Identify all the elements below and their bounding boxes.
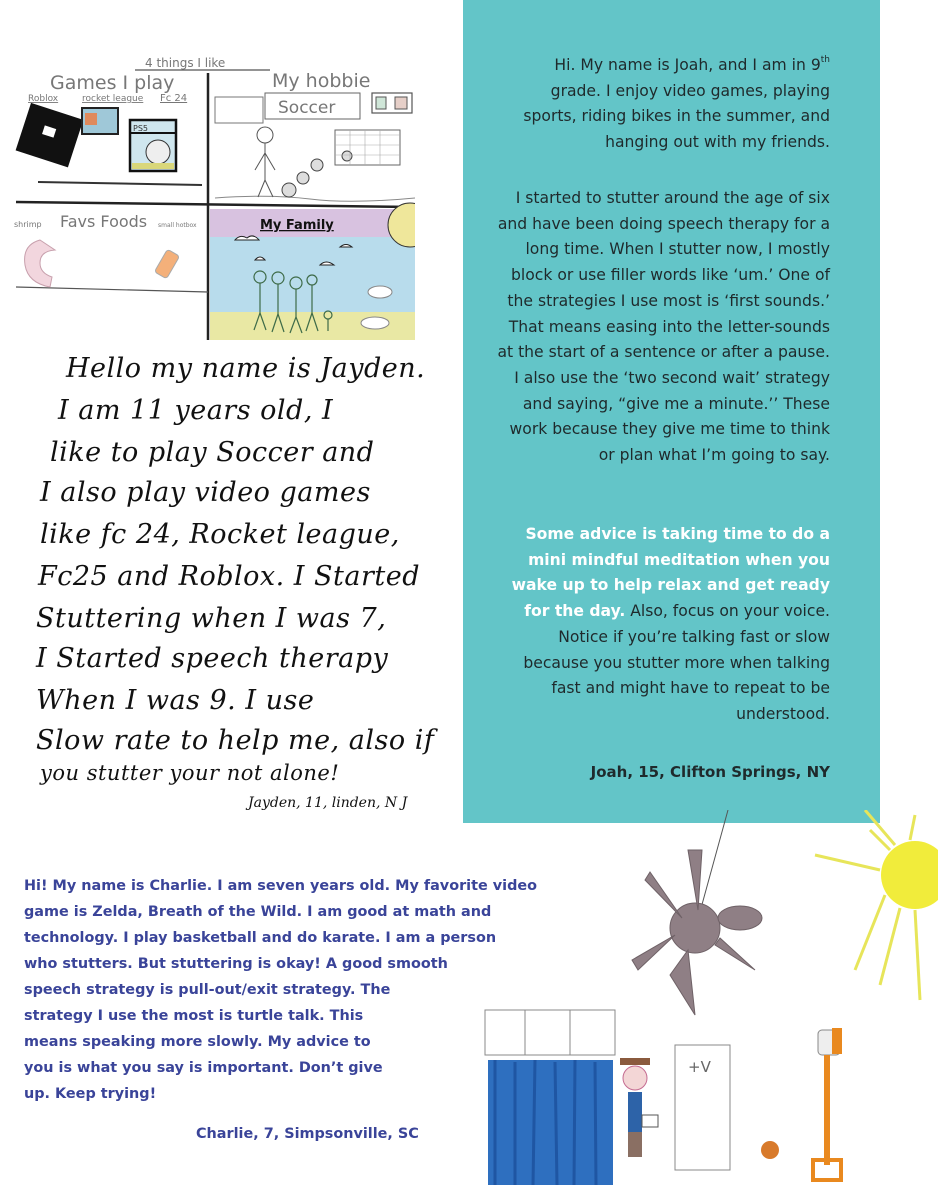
charlie-line: who stutters. But stuttering is okay! A good smooth [24, 956, 448, 972]
letter-line: like fc 24, Rocket league, [40, 519, 400, 550]
joah-paragraph-2: I started to stutter around the age of six and have been doing speech therapy for a long time. When I stutter now, I mostly block or use filler words like ‘um.’ One of the strategies I use most is ‘first sounds.’ That means easing into the letter-sounds at the start of a sentence or after a pause. I also use the ‘two second wait’ strategy and saying, “give me a minute.’’ These work because they give me time to think or plan what I’m going to say. [497, 189, 830, 465]
tv-drawing [675, 1045, 730, 1170]
letter-line: Stuttering when I was 7, [36, 603, 387, 634]
joah-intro-text: Hi. My name is Joah, and I am in 9 [554, 56, 821, 74]
fc24-label: Fc 24 [160, 93, 188, 104]
joah-panel [463, 0, 880, 823]
letter-line: When I was 9. I use [36, 685, 315, 716]
drawing-title: 4 things I like [145, 56, 226, 70]
cat-drawing [361, 317, 389, 329]
charlie-line: up. Keep trying! [24, 1086, 157, 1102]
spider-drawing [632, 850, 762, 1015]
charlie-line: strategy I use the most is turtle talk. This [24, 1008, 364, 1024]
charlie-line: speech strategy is pull-out/exit strategy. The [24, 982, 391, 998]
advice-rest: Also, focus on your voice. Notice if you’re talking fast or slow because you stutter more when talking fast and might have to repeat to be understood. [523, 602, 830, 723]
joah-intro [500, 53, 830, 156]
jayden-letter [18, 345, 435, 825]
hotbox-label: small hotbox [158, 222, 197, 229]
charlie-drawing [470, 810, 938, 1200]
letter-line: Fc25 and Roblox. I Started [38, 561, 421, 592]
letter-line: Slow rate to help me, also if [36, 725, 435, 756]
joah-signature: Joah, 15, Clifton Springs, NY [590, 763, 830, 781]
tv-label: +V [688, 1058, 711, 1076]
letter-line: I am 11 years old, I [58, 395, 334, 426]
ordinal-suffix: th [820, 55, 830, 65]
basketball-drawing [761, 1141, 779, 1159]
foods-heading: Favs Foods [60, 212, 148, 231]
letter-line: you stutter your not alone! [40, 761, 340, 785]
person-drawing [620, 1058, 658, 1157]
roblox-label: Roblox [28, 94, 59, 104]
charlie-line: Hi! My name is Charlie. I am seven years old. My favorite video [24, 878, 538, 894]
charlie-drawing-art [470, 810, 938, 1200]
games-heading: Games I play [50, 72, 175, 94]
dog-drawing [368, 286, 392, 298]
four-things-drawing [10, 55, 415, 340]
letter-line: Hello my name is Jayden. [66, 353, 426, 384]
shrimp-label: shrimp [14, 220, 42, 229]
hoop-drawing [813, 1028, 842, 1180]
hotbox-drawing [154, 249, 179, 279]
charlie-line: technology. I play basketball and do karate. I am a person [24, 930, 497, 946]
joah-intro-text-continued: grade. I enjoy video games, playing sports, riding bikes in the summer, and hanging out with my friends. [523, 81, 830, 152]
letter-line: I Started speech therapy [36, 643, 389, 674]
letter-line: I also play video games [40, 477, 371, 508]
sun-drawing-icon [815, 810, 938, 1000]
charlie-line: means speaking more slowly. My advice to [24, 1034, 371, 1050]
soccer-label: Soccer [278, 98, 336, 118]
rocket-league-label: rocket league [82, 94, 144, 104]
family-heading: My Family [260, 218, 334, 233]
advice-highlight: Some advice is taking time to do a mini mindful meditation when you wake up to help relax and get ready for the day. [511, 525, 830, 621]
charlie-signature: Charlie, 7, Simpsonville, SC [196, 1126, 419, 1142]
jayden-signature: Jayden, 11, linden, N J [248, 795, 408, 811]
four-things-drawing-art [10, 55, 415, 340]
shrimp-drawing [25, 240, 55, 287]
joah-advice [490, 522, 830, 728]
charlie-letter [24, 873, 538, 1107]
letter-line: like to play Soccer and [50, 437, 375, 468]
hobbie-heading: My hobbie [272, 70, 371, 92]
charlie-line: you is what you say is important. Don’t give [24, 1060, 383, 1076]
charlie-line: game is Zelda, Breath of the Wild. I am good at math and [24, 904, 492, 920]
ps5-label: PS5 [133, 124, 148, 133]
